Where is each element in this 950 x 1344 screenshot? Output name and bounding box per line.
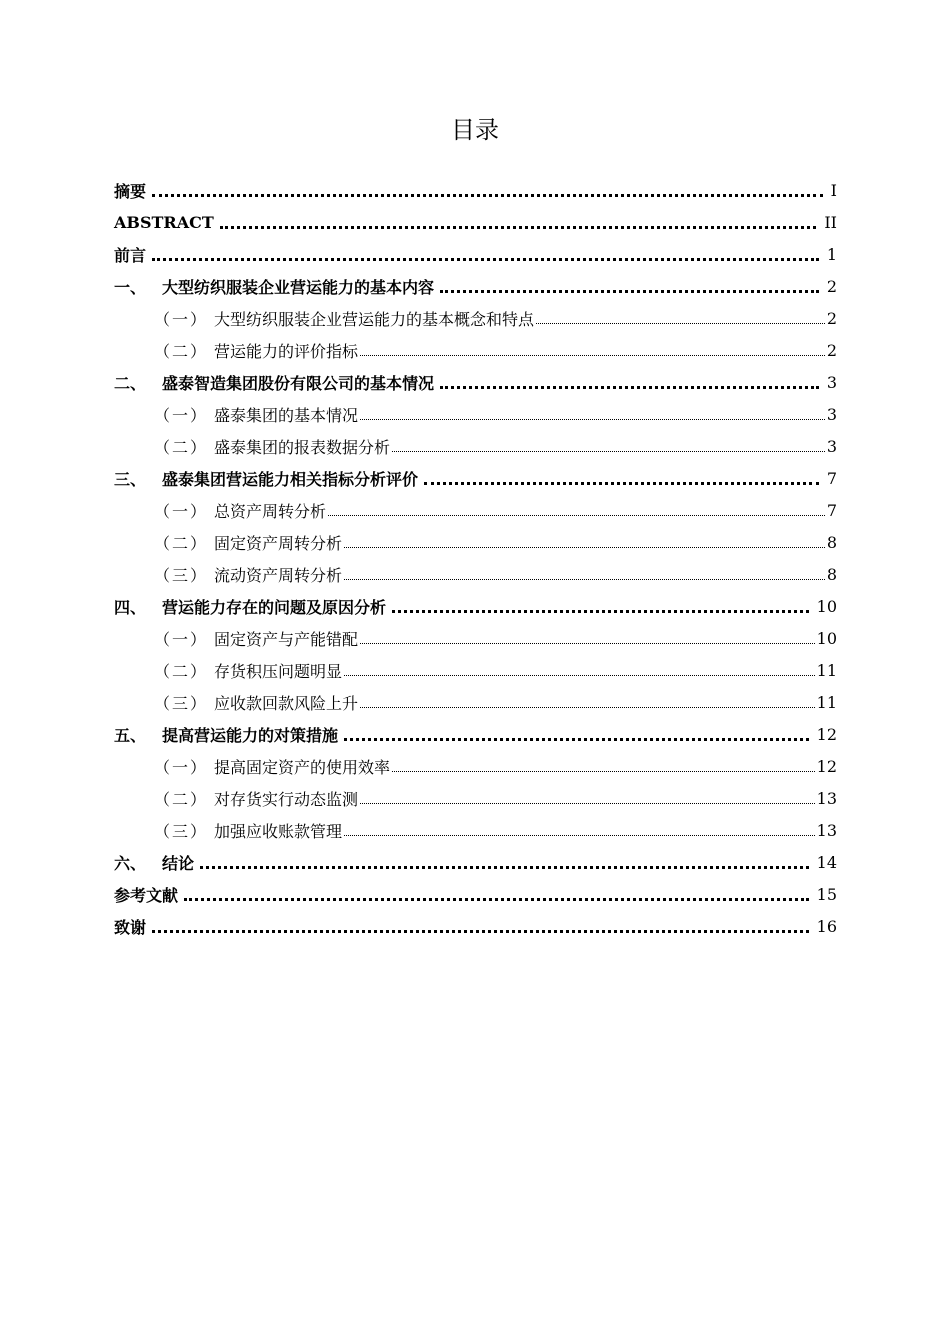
toc-entry[interactable] — [114, 910, 837, 942]
toc-entry-number: 五、 — [114, 725, 147, 745]
toc-entry-title: 盛泰集团的报表数据分析 — [214, 437, 391, 457]
toc-dot-leader — [360, 643, 815, 644]
toc-entry[interactable] — [114, 302, 837, 334]
toc-entry-page-number: 2 — [826, 340, 837, 360]
toc-entry-page-number: 8 — [826, 532, 837, 552]
toc-entry-title: 固定资产周转分析 — [214, 533, 343, 553]
toc-entry-page-number: 3 — [826, 436, 837, 456]
toc-entry-page-number: 11 — [816, 660, 837, 680]
toc-entry[interactable] — [114, 590, 837, 622]
table-of-contents — [114, 174, 837, 942]
toc-entry-title: 应收款回款风险上升 — [214, 693, 359, 713]
toc-dot-leader — [344, 547, 825, 548]
toc-dot-leader — [152, 930, 809, 933]
toc-entry-title: 存货积压问题明显 — [214, 661, 343, 681]
toc-entry-page-number: I — [830, 180, 837, 200]
toc-dot-leader — [424, 482, 819, 485]
toc-entry-number: （一） — [154, 757, 209, 777]
toc-entry-number: （二） — [154, 789, 209, 809]
toc-entry[interactable] — [114, 366, 837, 398]
toc-dot-leader — [392, 610, 809, 613]
toc-entry-title: 加强应收账款管理 — [214, 821, 343, 841]
toc-entry-title: 盛泰集团的基本情况 — [214, 405, 359, 425]
toc-dot-leader — [360, 355, 825, 356]
toc-entry-page-number: 14 — [816, 852, 837, 872]
toc-entry-number: （一） — [154, 405, 209, 425]
toc-entry-page-number: 11 — [816, 692, 837, 712]
toc-entry-page-number: 8 — [826, 564, 837, 584]
toc-entry-page-number: 10 — [816, 596, 837, 616]
toc-entry-title: 致谢 — [114, 917, 147, 937]
toc-dot-leader — [344, 675, 815, 676]
toc-dot-leader — [344, 738, 809, 741]
toc-entry-page-number: 3 — [826, 372, 837, 392]
toc-dot-leader — [200, 866, 809, 869]
toc-entry[interactable] — [114, 782, 837, 814]
toc-entry-page-number: 1 — [826, 244, 837, 264]
toc-entry-number: 一、 — [114, 277, 147, 297]
toc-entry-title: 营运能力的评价指标 — [214, 341, 359, 361]
toc-entry-title: 摘要 — [114, 181, 147, 201]
toc-entry[interactable] — [114, 206, 837, 238]
toc-entry[interactable] — [114, 334, 837, 366]
toc-entry-page-number: 13 — [816, 820, 837, 840]
toc-entry[interactable] — [114, 878, 837, 910]
toc-entry[interactable] — [114, 398, 837, 430]
toc-entry-title: 参考文献 — [114, 885, 179, 905]
toc-entry-title: 营运能力存在的问题及原因分析 — [162, 597, 387, 617]
toc-entry-page-number: 2 — [826, 308, 837, 328]
toc-entry-number: （一） — [154, 309, 209, 329]
toc-entry[interactable] — [114, 558, 837, 590]
toc-entry-page-number: 12 — [816, 724, 837, 744]
toc-entry-number: （一） — [154, 629, 209, 649]
toc-entry[interactable] — [114, 238, 837, 270]
toc-entry-title: 固定资产与产能错配 — [214, 629, 359, 649]
toc-dot-leader — [440, 386, 819, 389]
toc-entry-title: 提高营运能力的对策措施 — [162, 725, 339, 745]
toc-dot-leader — [360, 419, 825, 420]
toc-entry-title: 盛泰智造集团股份有限公司的基本情况 — [162, 373, 435, 393]
toc-dot-leader — [220, 226, 817, 229]
toc-entry-page-number: 7 — [826, 500, 837, 520]
toc-entry-number: 三、 — [114, 469, 147, 489]
toc-dot-leader — [440, 290, 819, 293]
toc-entry-title: 流动资产周转分析 — [214, 565, 343, 585]
toc-entry-title: 总资产周转分析 — [214, 501, 327, 521]
toc-entry-title: 对存货实行动态监测 — [214, 789, 359, 809]
toc-entry-page-number: 2 — [826, 276, 837, 296]
toc-entry-number: 二、 — [114, 373, 147, 393]
toc-entry[interactable] — [114, 622, 837, 654]
toc-entry-page-number: 13 — [816, 788, 837, 808]
toc-entry[interactable] — [114, 686, 837, 718]
toc-entry[interactable] — [114, 526, 837, 558]
toc-entry-page-number: 7 — [826, 468, 837, 488]
toc-dot-leader — [360, 803, 815, 804]
toc-entry[interactable] — [114, 718, 837, 750]
toc-entry-page-number: II — [824, 212, 837, 232]
toc-entry[interactable] — [114, 654, 837, 686]
toc-dot-leader — [344, 579, 825, 580]
toc-dot-leader — [536, 323, 825, 324]
toc-entry-title: 前言 — [114, 245, 147, 265]
toc-dot-leader — [152, 194, 823, 197]
toc-entry-number: （二） — [154, 437, 209, 457]
toc-dot-leader — [184, 898, 809, 901]
toc-entry-number: （二） — [154, 661, 209, 681]
toc-entry-title: 提高固定资产的使用效率 — [214, 757, 391, 777]
toc-dot-leader — [392, 451, 825, 452]
toc-entry-number: （二） — [154, 533, 209, 553]
toc-entry-title: 结论 — [162, 853, 195, 873]
toc-entry-title: 盛泰集团营运能力相关指标分析评价 — [162, 469, 419, 489]
toc-entry[interactable] — [114, 750, 837, 782]
toc-entry-number: （二） — [154, 341, 209, 361]
toc-entry[interactable] — [114, 270, 837, 302]
toc-entry-number: （一） — [154, 501, 209, 521]
toc-entry-number: （三） — [154, 693, 209, 713]
toc-entry[interactable] — [114, 430, 837, 462]
toc-dot-leader — [328, 515, 825, 516]
toc-entry-number: （三） — [154, 565, 209, 585]
toc-entry-title: ABSTRACT — [114, 212, 214, 232]
toc-entry-number: 六、 — [114, 853, 147, 873]
page-title: 目录 — [451, 116, 499, 144]
toc-entry[interactable] — [114, 174, 837, 206]
toc-entry-page-number: 12 — [816, 756, 837, 776]
toc-entry[interactable] — [114, 846, 837, 878]
toc-dot-leader — [360, 707, 815, 708]
toc-entry-page-number: 10 — [816, 628, 837, 648]
toc-entry-page-number: 3 — [826, 404, 837, 424]
toc-entry[interactable] — [114, 814, 837, 846]
toc-entry-number: 四、 — [114, 597, 147, 617]
toc-entry[interactable] — [114, 494, 837, 526]
toc-entry-page-number: 15 — [816, 884, 837, 904]
toc-entry[interactable] — [114, 462, 837, 494]
toc-dot-leader — [152, 258, 819, 261]
toc-entry-title: 大型纺织服装企业营运能力的基本概念和特点 — [214, 309, 535, 329]
toc-entry-page-number: 16 — [816, 916, 837, 936]
toc-entry-title: 大型纺织服装企业营运能力的基本内容 — [162, 277, 435, 297]
toc-dot-leader — [392, 771, 815, 772]
toc-entry-number: （三） — [154, 821, 209, 841]
toc-dot-leader — [344, 835, 815, 836]
